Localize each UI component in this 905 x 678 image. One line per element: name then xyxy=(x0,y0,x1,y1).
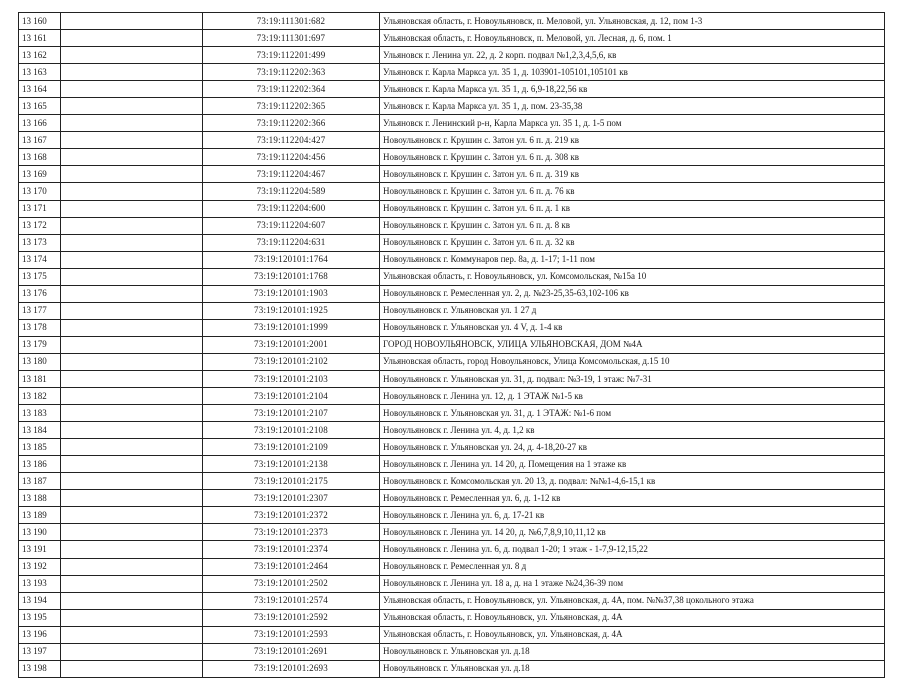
table-row xyxy=(19,507,885,524)
row-number: 13 182 xyxy=(19,388,61,405)
address: Новоульяновск г. Крушин с. Затон ул. 6 п. д. 308 кв xyxy=(380,149,885,166)
empty-cell xyxy=(61,302,203,319)
cadastral-table xyxy=(18,12,885,678)
empty-cell xyxy=(61,405,203,422)
empty-cell xyxy=(61,456,203,473)
cadastral-number: 73:19:112201:499 xyxy=(203,47,380,64)
cadastral-number: 73:19:120101:2107 xyxy=(203,405,380,422)
address: Новоульяновск г. Ульяновская ул. д.18 xyxy=(380,643,885,660)
address: Ульяновская область, г. Новоульяновск, п. Меловой, ул. Лесная, д. 6, пом. 1 xyxy=(380,30,885,47)
empty-cell xyxy=(61,183,203,200)
row-number: 13 166 xyxy=(19,115,61,132)
cadastral-number: 73:19:120101:2103 xyxy=(203,370,380,387)
cadastral-number: 73:19:120101:2109 xyxy=(203,439,380,456)
empty-cell xyxy=(61,439,203,456)
address: Ульяновская область, г. Новоульяновск, ул. Ульяновская, д. 4А xyxy=(380,626,885,643)
table-row xyxy=(19,251,885,268)
address: Ульяновск г. Ленинский р-н, Карла Маркса ул. 35 1, д. 1-5 пом xyxy=(380,115,885,132)
row-number: 13 191 xyxy=(19,541,61,558)
table-row xyxy=(19,200,885,217)
empty-cell xyxy=(61,98,203,115)
row-number: 13 177 xyxy=(19,302,61,319)
table-row xyxy=(19,473,885,490)
address: Новоульяновск г. Ульяновская ул. 31, д. 1 ЭТАЖ: №1-6 пом xyxy=(380,405,885,422)
table-row xyxy=(19,660,885,677)
cadastral-number: 73:19:112204:456 xyxy=(203,149,380,166)
row-number: 13 196 xyxy=(19,626,61,643)
address: Новоульяновск г. Комсомольская ул. 20 13, д. подвал: №№1-4,6-15,1 кв xyxy=(380,473,885,490)
empty-cell xyxy=(61,132,203,149)
table-row xyxy=(19,353,885,370)
cadastral-number: 73:19:120101:2104 xyxy=(203,388,380,405)
address: Новоульяновск г. Ленина ул. 6, д. подвал 1-20; 1 этаж - 1-7,9-12,15,22 xyxy=(380,541,885,558)
address: Новоульяновск г. Ульяновская ул. 24, д. 4-18,20-27 кв xyxy=(380,439,885,456)
empty-cell xyxy=(61,81,203,98)
address: Новоульяновск г. Ульяновская ул. 4 V, д. 1-4 кв xyxy=(380,319,885,336)
address: Новоульяновск г. Крушин с. Затон ул. 6 п. д. 319 кв xyxy=(380,166,885,183)
empty-cell xyxy=(61,541,203,558)
row-number: 13 188 xyxy=(19,490,61,507)
address: Новоульяновск г. Ремесленная ул. 2, д. №23-25,35-63,102-106 кв xyxy=(380,285,885,302)
row-number: 13 193 xyxy=(19,575,61,592)
row-number: 13 176 xyxy=(19,285,61,302)
cadastral-number: 73:19:112204:607 xyxy=(203,217,380,234)
empty-cell xyxy=(61,251,203,268)
row-number: 13 195 xyxy=(19,609,61,626)
table-row xyxy=(19,132,885,149)
row-number: 13 160 xyxy=(19,13,61,30)
empty-cell xyxy=(61,285,203,302)
table-row xyxy=(19,439,885,456)
empty-cell xyxy=(61,217,203,234)
cadastral-number: 73:19:112202:366 xyxy=(203,115,380,132)
empty-cell xyxy=(61,592,203,609)
empty-cell xyxy=(61,370,203,387)
cadastral-number: 73:19:120101:1999 xyxy=(203,319,380,336)
empty-cell xyxy=(61,609,203,626)
row-number: 13 165 xyxy=(19,98,61,115)
empty-cell xyxy=(61,115,203,132)
cadastral-number: 73:19:112204:600 xyxy=(203,200,380,217)
row-number: 13 175 xyxy=(19,268,61,285)
cadastral-number: 73:19:112204:427 xyxy=(203,132,380,149)
table-row xyxy=(19,47,885,64)
cadastral-number: 73:19:120101:1925 xyxy=(203,302,380,319)
row-number: 13 180 xyxy=(19,353,61,370)
empty-cell xyxy=(61,268,203,285)
address: Ульяновск г. Ленина ул. 22, д. 2 корп. подвал №1,2,3,4,5,6, кв xyxy=(380,47,885,64)
row-number: 13 184 xyxy=(19,422,61,439)
table-row xyxy=(19,609,885,626)
table-row xyxy=(19,456,885,473)
row-number: 13 194 xyxy=(19,592,61,609)
row-number: 13 179 xyxy=(19,336,61,353)
row-number: 13 171 xyxy=(19,200,61,217)
address: Новоульяновск г. Крушин с. Затон ул. 6 п. д. 32 кв xyxy=(380,234,885,251)
empty-cell xyxy=(61,200,203,217)
cadastral-number: 73:19:112202:363 xyxy=(203,64,380,81)
cadastral-number: 73:19:111301:682 xyxy=(203,13,380,30)
cadastral-number: 73:19:120101:2138 xyxy=(203,456,380,473)
table-row xyxy=(19,268,885,285)
table-body xyxy=(19,13,885,678)
row-number: 13 169 xyxy=(19,166,61,183)
address: Ульяновск г. Карла Маркса ул. 35 1, д. 103901-105101,105101 кв xyxy=(380,64,885,81)
address: Ульяновская область, г. Новоульяновск, ул. Ульяновская, д. 4А, пом. №№37,38 цокольного этажа xyxy=(380,592,885,609)
table-row xyxy=(19,370,885,387)
row-number: 13 187 xyxy=(19,473,61,490)
table-row xyxy=(19,183,885,200)
row-number: 13 198 xyxy=(19,660,61,677)
cadastral-number: 73:19:120101:2001 xyxy=(203,336,380,353)
row-number: 13 172 xyxy=(19,217,61,234)
table-row xyxy=(19,234,885,251)
address: Ульяновск г. Карла Маркса ул. 35 1, д. пом. 23-35,38 xyxy=(380,98,885,115)
address: Новоульяновск г. Ленина ул. 14 20, д. №6,7,8,9,10,11,12 кв xyxy=(380,524,885,541)
table-row xyxy=(19,336,885,353)
row-number: 13 173 xyxy=(19,234,61,251)
row-number: 13 183 xyxy=(19,405,61,422)
cadastral-number: 73:19:112204:631 xyxy=(203,234,380,251)
table-row xyxy=(19,592,885,609)
row-number: 13 162 xyxy=(19,47,61,64)
cadastral-number: 73:19:120101:1768 xyxy=(203,268,380,285)
table-row xyxy=(19,319,885,336)
empty-cell xyxy=(61,626,203,643)
row-number: 13 185 xyxy=(19,439,61,456)
cadastral-number: 73:19:120101:2464 xyxy=(203,558,380,575)
cadastral-number: 73:19:120101:2373 xyxy=(203,524,380,541)
row-number: 13 197 xyxy=(19,643,61,660)
address: ГОРОД НОВОУЛЬЯНОВСК, УЛИЦА УЛЬЯНОВСКАЯ, ДОМ №4А xyxy=(380,336,885,353)
cadastral-number: 73:19:120101:2502 xyxy=(203,575,380,592)
cadastral-number: 73:19:112202:364 xyxy=(203,81,380,98)
table-row xyxy=(19,558,885,575)
row-number: 13 168 xyxy=(19,149,61,166)
row-number: 13 163 xyxy=(19,64,61,81)
cadastral-number: 73:19:120101:2108 xyxy=(203,422,380,439)
row-number: 13 167 xyxy=(19,132,61,149)
table-row xyxy=(19,115,885,132)
table-row xyxy=(19,541,885,558)
cadastral-number: 73:19:120101:2574 xyxy=(203,592,380,609)
empty-cell xyxy=(61,473,203,490)
row-number: 13 186 xyxy=(19,456,61,473)
table-row xyxy=(19,13,885,30)
cadastral-number: 73:19:120101:2592 xyxy=(203,609,380,626)
address: Новоульяновск г. Ленина ул. 4, д. 1,2 кв xyxy=(380,422,885,439)
address: Ульяновская область, город Новоульяновск, Улица Комсомольская, д.15 10 xyxy=(380,353,885,370)
table-row xyxy=(19,217,885,234)
empty-cell xyxy=(61,490,203,507)
empty-cell xyxy=(61,507,203,524)
table-row xyxy=(19,524,885,541)
empty-cell xyxy=(61,643,203,660)
empty-cell xyxy=(61,319,203,336)
address: Новоульяновск г. Крушин с. Затон ул. 6 п. д. 76 кв xyxy=(380,183,885,200)
empty-cell xyxy=(61,47,203,64)
address: Ульяновск г. Карла Маркса ул. 35 1, д. 6,9-18,22,56 кв xyxy=(380,81,885,98)
empty-cell xyxy=(61,660,203,677)
address: Новоульяновск г. Коммунаров пер. 8а, д. 1-17; 1-11 пом xyxy=(380,251,885,268)
row-number: 13 161 xyxy=(19,30,61,47)
address: Ульяновская область, г. Новоульяновск, ул. Комсомольская, №15а 10 xyxy=(380,268,885,285)
address: Новоульяновск г. Крушин с. Затон ул. 6 п. д. 219 кв xyxy=(380,132,885,149)
address: Ульяновская область, г. Новоульяновск, п. Меловой, ул. Ульяновская, д. 12, пом 1-3 xyxy=(380,13,885,30)
cadastral-number: 73:19:120101:2374 xyxy=(203,541,380,558)
cadastral-number: 73:19:120101:2691 xyxy=(203,643,380,660)
cadastral-number: 73:19:111301:697 xyxy=(203,30,380,47)
table-row xyxy=(19,81,885,98)
empty-cell xyxy=(61,30,203,47)
empty-cell xyxy=(61,558,203,575)
address: Новоульяновск г. Ульяновская ул. 1 27 д xyxy=(380,302,885,319)
cadastral-number: 73:19:112204:467 xyxy=(203,166,380,183)
address: Новоульяновск г. Ремесленная ул. 8 д xyxy=(380,558,885,575)
row-number: 13 178 xyxy=(19,319,61,336)
table-row xyxy=(19,166,885,183)
row-number: 13 189 xyxy=(19,507,61,524)
row-number: 13 170 xyxy=(19,183,61,200)
address: Новоульяновск г. Ремесленная ул. 6, д. 1-12 кв xyxy=(380,490,885,507)
empty-cell xyxy=(61,149,203,166)
address: Новоульяновск г. Ленина ул. 18 а, д. на 1 этаже №24,36-39 пом xyxy=(380,575,885,592)
cadastral-number: 73:19:120101:2175 xyxy=(203,473,380,490)
table-row xyxy=(19,490,885,507)
row-number: 13 181 xyxy=(19,370,61,387)
cadastral-number: 73:19:120101:2372 xyxy=(203,507,380,524)
document-sheet xyxy=(18,12,884,678)
address: Новоульяновск г. Ульяновская ул. д.18 xyxy=(380,660,885,677)
row-number: 13 190 xyxy=(19,524,61,541)
row-number: 13 192 xyxy=(19,558,61,575)
table-row xyxy=(19,64,885,81)
cadastral-number: 73:19:120101:1903 xyxy=(203,285,380,302)
table-row xyxy=(19,30,885,47)
cadastral-number: 73:19:112202:365 xyxy=(203,98,380,115)
table-row xyxy=(19,98,885,115)
cadastral-number: 73:19:120101:2307 xyxy=(203,490,380,507)
table-row xyxy=(19,422,885,439)
cadastral-number: 73:19:120101:2693 xyxy=(203,660,380,677)
row-number: 13 174 xyxy=(19,251,61,268)
empty-cell xyxy=(61,388,203,405)
table-row xyxy=(19,285,885,302)
cadastral-number: 73:19:120101:2102 xyxy=(203,353,380,370)
table-row xyxy=(19,149,885,166)
cadastral-number: 73:19:120101:1764 xyxy=(203,251,380,268)
table-row xyxy=(19,405,885,422)
empty-cell xyxy=(61,336,203,353)
address: Новоульяновск г. Ульяновская ул. 31, д. подвал: №3-19, 1 этаж: №7-31 xyxy=(380,370,885,387)
address: Новоульяновск г. Ленина ул. 12, д. 1 ЭТАЖ №1-5 кв xyxy=(380,388,885,405)
table-row xyxy=(19,626,885,643)
table-row xyxy=(19,302,885,319)
address: Новоульяновск г. Крушин с. Затон ул. 6 п. д. 1 кв xyxy=(380,200,885,217)
empty-cell xyxy=(61,422,203,439)
empty-cell xyxy=(61,575,203,592)
row-number: 13 164 xyxy=(19,81,61,98)
cadastral-number: 73:19:112204:589 xyxy=(203,183,380,200)
address: Новоульяновск г. Крушин с. Затон ул. 6 п. д. 8 кв xyxy=(380,217,885,234)
empty-cell xyxy=(61,166,203,183)
table-row xyxy=(19,388,885,405)
empty-cell xyxy=(61,524,203,541)
address: Новоульяновск г. Ленина ул. 6, д. 17-21 кв xyxy=(380,507,885,524)
empty-cell xyxy=(61,234,203,251)
empty-cell xyxy=(61,64,203,81)
address: Новоульяновск г. Ленина ул. 14 20, д. Помещения на 1 этаже кв xyxy=(380,456,885,473)
empty-cell xyxy=(61,13,203,30)
table-row xyxy=(19,575,885,592)
address: Ульяновская область, г. Новоульяновск, ул. Ульяновская, д. 4А xyxy=(380,609,885,626)
cadastral-number: 73:19:120101:2593 xyxy=(203,626,380,643)
table-row xyxy=(19,643,885,660)
empty-cell xyxy=(61,353,203,370)
